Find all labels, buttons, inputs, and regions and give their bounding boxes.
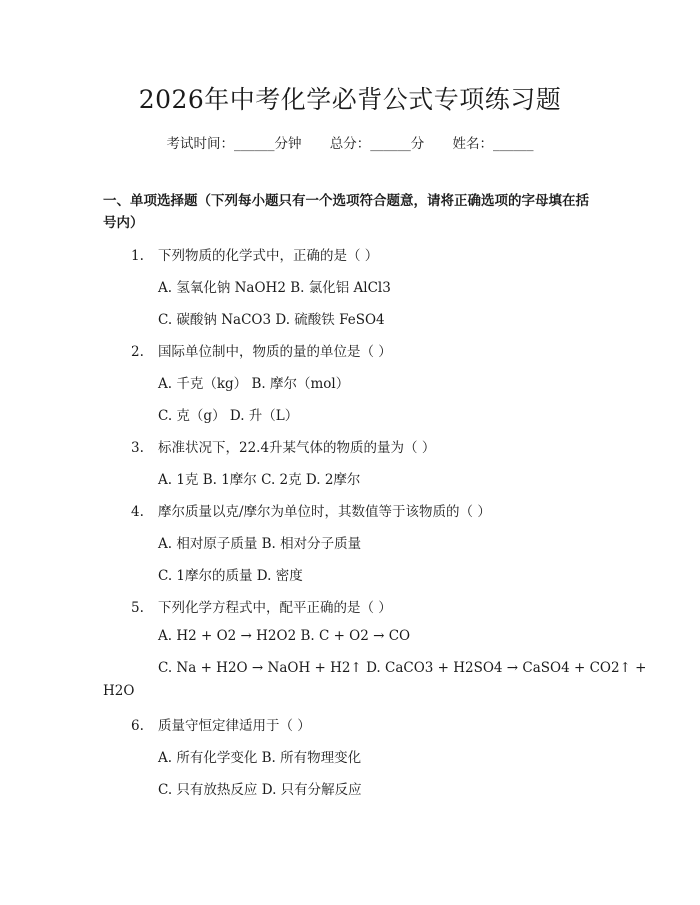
question (131, 244, 378, 264)
question-number: 6. (131, 718, 144, 734)
exam-meta (0, 132, 700, 152)
question (131, 714, 311, 734)
question-options: A. 所有化学变化 B. 所有物理变化 (158, 750, 362, 766)
question-options: C. 1摩尔的质量 D. 密度 (158, 568, 303, 584)
student-name: 姓名：______ (452, 136, 534, 152)
question-number: 1. (131, 248, 144, 264)
exam-time: 考试时间：______分钟 (166, 136, 302, 152)
question-text: 摩尔质量以克/摩尔为单位时，其数值等于该物质的（ ） (158, 504, 491, 520)
question-number: 3. (131, 440, 144, 456)
question-number: 4. (131, 504, 144, 520)
section-heading: 一、单项选择题（下列每小题只有一个选项符合题意，请将正确选项的字母填在括号内） (103, 193, 589, 231)
question-text: 标准状况下，22.4升某气体的物质的量为（ ） (158, 440, 436, 456)
question (131, 340, 392, 360)
question-text: 国际单位制中，物质的量的单位是（ ） (158, 344, 392, 360)
question (131, 436, 435, 456)
question-options: A. H2 + O2 → H2O2 B. C + O2 → CO (158, 628, 411, 644)
question-number: 2. (131, 344, 144, 360)
question-text: 下列化学方程式中，配平正确的是（ ） (158, 600, 392, 616)
question-options: C. Na + H2O → NaOH + H2↑ D. CaCO3 + H2SO4 → CaSO4 + CO2↑ + (158, 660, 647, 676)
question-options: A. 1克 B. 1摩尔 C. 2克 D. 2摩尔 (158, 472, 361, 488)
question-options: C. 只有放热反应 D. 只有分解反应 (158, 782, 362, 798)
question-number: 5. (131, 600, 144, 616)
question-options: A. 千克（kg） B. 摩尔（mol） (158, 376, 350, 392)
question-options: A. 氢氧化钠 NaOH2 B. 氯化铝 AlCl3 (158, 280, 391, 296)
page-title: 2026年中考化学必背公式专项练习题 (138, 85, 562, 114)
question-text: 下列物质的化学式中，正确的是（ ） (158, 248, 379, 264)
question (131, 500, 491, 520)
question-options: C. 克（g） D. 升（L） (158, 408, 299, 424)
total-score: 总分：______分 (329, 136, 425, 152)
question-options: A. 相对原子质量 B. 相对分子质量 (158, 536, 362, 552)
question-options: C. 碳酸钠 NaCO3 D. 硫酸铁 FeSO4 (158, 312, 385, 328)
question-options-continued: H2O (103, 683, 135, 699)
question (131, 596, 392, 616)
question-text: 质量守恒定律适用于（ ） (158, 718, 311, 734)
